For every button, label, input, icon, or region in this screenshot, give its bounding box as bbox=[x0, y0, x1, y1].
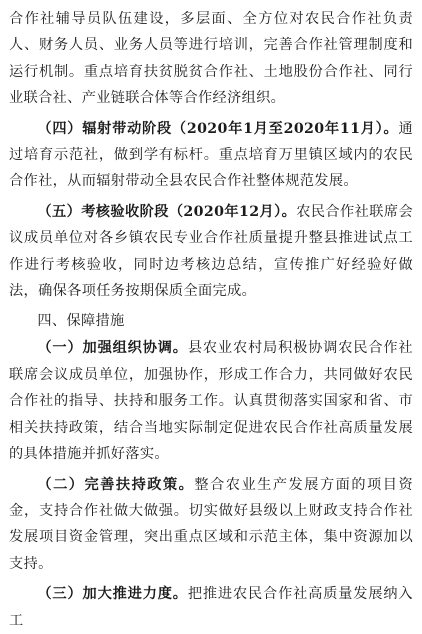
radiation-stage-body: 通过培育示范社，做到学有标杆。重点培育万里镇区域内的农民合作社，从而辐射带动全县农民合作社整体规范发展。 bbox=[9, 120, 413, 190]
policy-support-title: （二）完善扶持政策。 bbox=[37, 476, 195, 493]
paragraph-policy-support bbox=[9, 472, 413, 578]
assessment-stage-title: （五）考核验收阶段（2020年12月）。 bbox=[37, 203, 297, 220]
paragraph-assessment-stage bbox=[9, 199, 413, 305]
paragraph-radiation-stage bbox=[9, 116, 413, 195]
paragraph-promotion bbox=[9, 581, 413, 634]
assessment-stage-body: 农民合作社联席会议成员单位对各乡镇农民专业合作社质量提升整县推进试点工作进行考核验收，同时边考核边总结，宣传推广好经验好做法，确保各项任务按期保质全面完成。 bbox=[9, 203, 413, 300]
promotion-body: 把推进农民合作社高质量发展纳入工 bbox=[9, 586, 413, 629]
policy-support-body: 整合农业生产发展方面的项目资金，支持合作社做大做强。切实做好县级以上财政支持合作社发展项目资金管理，突出重点区域和示范主体，集中资源加以支持。 bbox=[9, 476, 413, 572]
organization-body: 县农业农村局积极协调农民合作社联席会议成员单位，加强协作，形成工作合力，共同做好农民合作社的指导、扶持和服务工作。认真贯彻落实国家和省、市相关扶持政策，结合当地实际制定促进农民合作社高质量发展的具体措施并抓好落实。 bbox=[9, 340, 413, 463]
organization-title: （一）加强组织协调。 bbox=[37, 340, 188, 357]
section-heading-safeguards: 四、保障措施 bbox=[37, 313, 125, 330]
paragraph-training: 合作社辅导员队伍建设，多层面、全方位对农民合作社负责人、财务人员、业务人员等进行培训，完善合作社管理制度和运行机制。重点培育扶贫脱贫合作社、土地股份合作社、同行业联合社、产业链联合体等合作经济组织。 bbox=[9, 11, 413, 107]
radiation-stage-title: （四）辐射带动阶段（2020年1月至2020年11月）。 bbox=[37, 120, 399, 137]
promotion-title: （三）加大推进力度。 bbox=[37, 586, 188, 603]
paragraph-organization bbox=[9, 335, 413, 467]
